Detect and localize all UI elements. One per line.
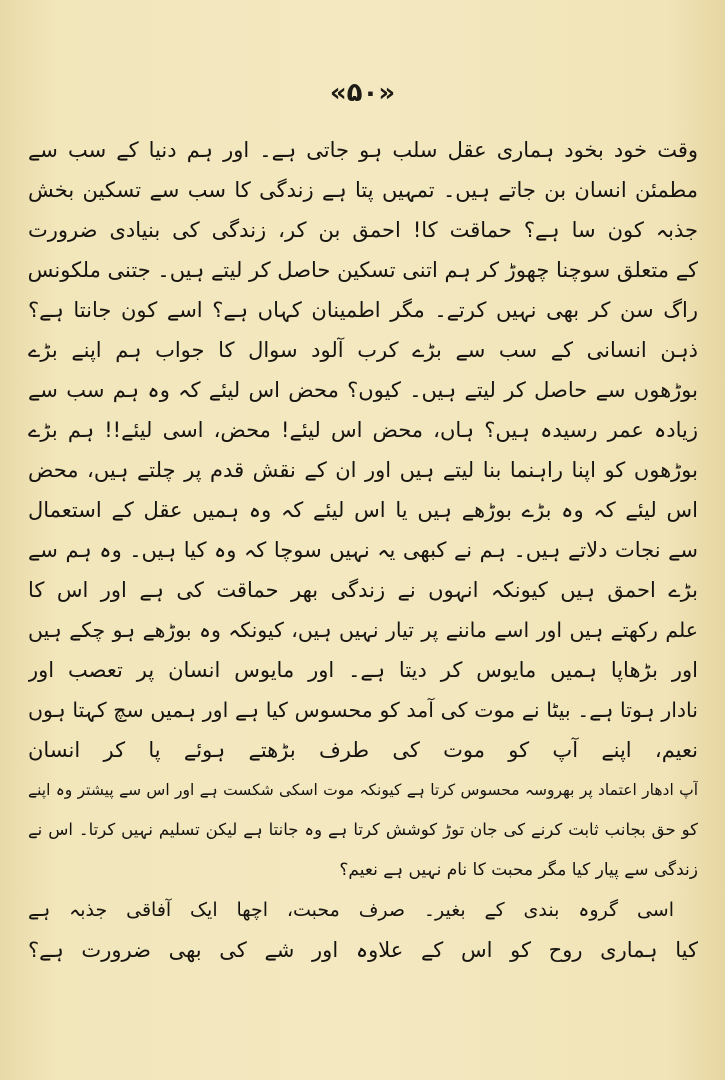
text-line: راگ سن کر بھی نہیں کرتے۔ مگر اطمینان کہاں ہے؟ اسے کون جانتا ہے؟ — [28, 298, 698, 322]
text-line: علم رکھتے ہیں اور اسے ماننے پر تیار نہیں ہیں، کیونکہ وہ بوڑھے ہو چکے ہیں — [28, 618, 698, 642]
text-line: کیا ہماری روح کو اس کے علاوہ اور شے کی بھی ضرورت ہے؟ — [28, 938, 698, 962]
text-line: زندگی سے پیار کیا مگر محبت کا نام نہیں ہے نعیم؟ — [339, 860, 698, 880]
text-line: وقت خود بخود ہماری عقل سلب ہو جاتی ہے۔ اور ہم دنیا کے سب سے — [28, 138, 698, 162]
text-line: آپ ادھار اعتماد پر بھروسہ محسوس کرتا ہے کیونکہ موت اسکی شکست ہے اور اس سے پیشتر وہ اپنے — [28, 781, 698, 799]
text-line: اس لیئے کہ وہ بڑے بوڑھے ہیں یا اس لیئے کہ وہ ہمیں عقل کے استعمال — [28, 498, 698, 522]
text-line: کو حق بجانب ثابت کرنے کی جان توڑ کوشش کرتا ہے وہ جانتا ہے لیکن تسلیم نہیں کرتا۔ اس نے — [28, 820, 698, 839]
text-line: بوڑھوں سے حاصل کر لیتے ہیں۔ کیوں؟ محض اس لیئے کہ وہ ہم سب سے — [28, 378, 698, 402]
text-line: بوڑھوں کو اپنا راہنما بنا لیتے ہیں اور ان کے نقش قدم پر چلتے ہیں، محض — [28, 458, 698, 482]
text-line: مطمئن انسان بن جاتے ہیں۔ تمہیں پتا ہے زندگی کا سب سے تسکین بخش — [28, 178, 698, 202]
text-line: اور بڑھاپا ہمیں مایوس کر دیتا ہے۔ اور مایوس انسان پر تعصب اور — [28, 658, 698, 682]
page-number: «۵۰» — [329, 78, 396, 108]
text-line: ذہن انسانی کے سب سے بڑے کرب آلود سوال کا جواب ہم اپنے بڑے — [28, 338, 698, 362]
text-line: کے متعلق سوچنا چھوڑ کر ہم اتنی تسکین حاصل کر لیتے ہیں۔ جتنی ملکونس — [28, 258, 698, 282]
text-line: سے نجات دلاتے ہیں۔ ہم نے کبھی یہ نہیں سوچا کہ وہ کیا ہیں۔ وہ ہم سے — [28, 538, 698, 562]
text-line: زیادہ عمر رسیدہ ہیں؟ ہاں، محض اس لیئے! محض، اسی لیئے!! ہم بڑے — [28, 418, 698, 442]
text-line: نادار ہوتا ہے۔ بیٹا نے موت کی آمد کو محسوس کیا ہے اور ہمیں سچ کہتا ہوں — [28, 698, 698, 722]
text-line: نعیم، اپنے آپ کو موت کی طرف بڑھتے ہوئے پا کر انسان — [28, 738, 698, 762]
text-body — [28, 130, 698, 970]
text-line: بڑے احمق ہیں کیونکہ انہوں نے زندگی بھر حماقت کی ہے اور اس کا — [28, 578, 698, 602]
text-line: جذبہ کون سا ہے؟ حماقت کا! احمق بن کر، زندگی کی بنیادی ضرورت — [28, 218, 698, 242]
text-line: اسی گروہ بندی کے بغیر۔ صرف محبت، اچھا ایک آفاقی جذبہ ہے — [28, 899, 674, 921]
